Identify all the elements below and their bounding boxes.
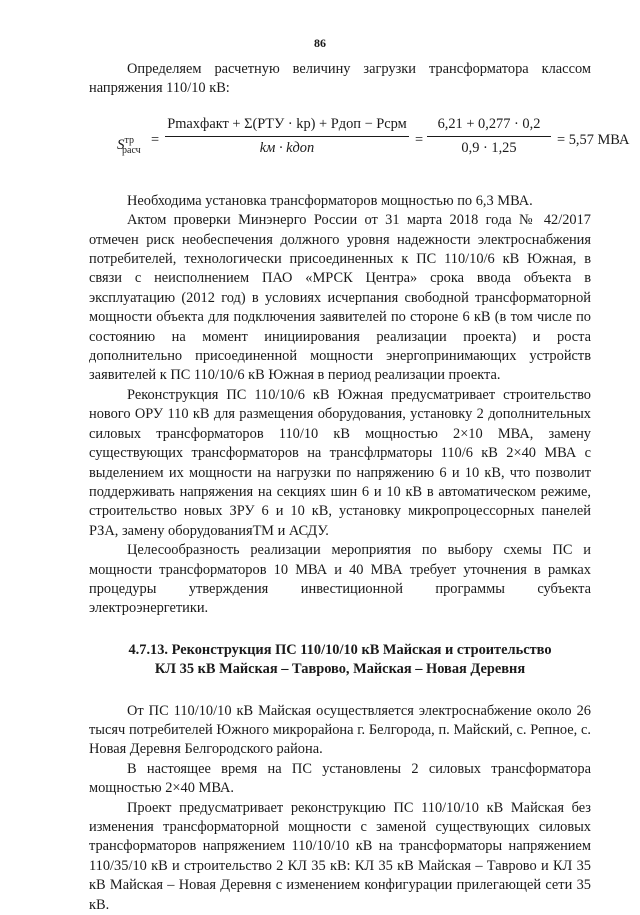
formula-denominator-numeric: 0,9 · 1,25 bbox=[461, 140, 517, 157]
fraction-bar bbox=[427, 136, 551, 137]
paragraph-mayskaya-project: Проект предусматривает реконструкцию ПС 110/10/10 кВ Майская без изменения трансформаторной мощности с заменой существующих силовых трансформаторов напряжением 110/10/10 кВ на трансформаторы напряжением 110/35/10 кВ и строительство 2 КЛ 35 кВ: КЛ 35 кВ Майская – Таврово и КЛ 35 кВ Майская – Новая Деревня с изменением конфигурации прилегающей сети 35 кВ. bbox=[89, 799, 591, 913]
formula-numerator-numeric: 6,21 + 0,277 · 0,2 bbox=[437, 115, 541, 132]
formula-lhs-sub: расч bbox=[122, 144, 141, 156]
paragraph-transformer-need: Необходима установка трансформаторов мощностью по 6,3 МВА. bbox=[127, 192, 533, 209]
paragraph-inspection-act: Актом проверки Минэнерго России от 31 марта 2018 года № 42/2017 отмечен риск необеспечения должного уровня надежности электроснабжения потребителей, технологически присоединенных к ПС 110/10/6 кВ Южная, в связи с неисполнением ПАО «МРСК Центра» срока ввода объекта в эксплуатацию (2012 год) в условиях исчерпания свободной трансформаторной мощности объекта для подключения заявителей по стороне 6 кВ (в том числе по состоянию на момент инициирования реализации проекта) и роста дополнительно присоединенной мощности энергопринимающих устройств заявителей к ПС 110/10/6 кВ Южная в период реализации проекта. bbox=[89, 212, 591, 384]
paragraph-feasibility: Целесообразность реализации мероприятия по выбору схемы ПС и мощности трансформаторов 10 МВА и 40 МВА требует уточнения в рамках процедуры утверждения инвестиционной программы субъекта электроэнергетики. bbox=[89, 542, 591, 617]
formula-lhs-sup: тр bbox=[124, 134, 134, 146]
formula-fraction-numeric bbox=[427, 115, 551, 159]
formula-fraction-symbolic bbox=[165, 115, 409, 159]
section-heading-line2: КЛ 35 кВ Майская – Таврово, Майская – Новая Деревня bbox=[154, 661, 526, 678]
formula-load-calculation bbox=[89, 111, 630, 177]
fraction-bar bbox=[165, 136, 409, 137]
formula-lhs bbox=[117, 131, 141, 160]
paragraph-reconstruction-yuzhnaya: Реконструкция ПС 110/10/6 кВ Южная предусматривает строительство нового ОРУ 110 кВ для размещения оборудования, установку 2 дополнительных силовых трансформаторов 110/10 кВ мощностью 2×10 МВА, замену существующих трансформаторов на трансфлрматоры 110/6 кВ 2×40 МВА с выделением их мощности на нагрузки по напряжению 6 и 10 кВ, что позволит поддерживать напряжения на секциях шин 6 и 10 кВ в автоматическом режиме, строительство новых ЗРУ 6 и 10 кВ, установку микропроцессорных панелей РЗА, замену оборудованияТМ и АСДУ. bbox=[89, 386, 591, 539]
paragraph-mayskaya-supply: От ПС 110/10/10 кВ Майская осуществляется электроснабжение около 26 тысяч потребителей Южного микрорайона г. Белгорода, п. Майский, с. Репное, с. Новая Деревня Белгородского района. bbox=[89, 702, 591, 758]
document-body bbox=[89, 60, 630, 915]
section-heading-line1: 4.7.13. Реконструкция ПС 110/10/10 кВ Майская и строительство bbox=[128, 641, 552, 658]
intro-paragraph: Определяем расчетную величину загрузки трансформатора классом напряжения 110/10 кВ: bbox=[89, 61, 591, 97]
formula-result: = 5,57 МВА bbox=[557, 131, 630, 148]
formula-numerator-symbolic: Pmaxфакт + Σ(PТУ · kр) + Pдоп − Pсрм bbox=[167, 115, 407, 132]
formula-equals: = bbox=[151, 131, 160, 148]
formula-denominator-symbolic: kм · kдоп bbox=[259, 140, 315, 157]
page-number: 86 bbox=[314, 36, 326, 50]
formula-lhs-symbol: S bbox=[117, 136, 125, 153]
paragraph-mayskaya-current: В настоящее время на ПС установлены 2 силовых трансформатора мощностью 2×40 МВА. bbox=[89, 760, 591, 797]
formula-equals-2: = bbox=[415, 131, 424, 148]
